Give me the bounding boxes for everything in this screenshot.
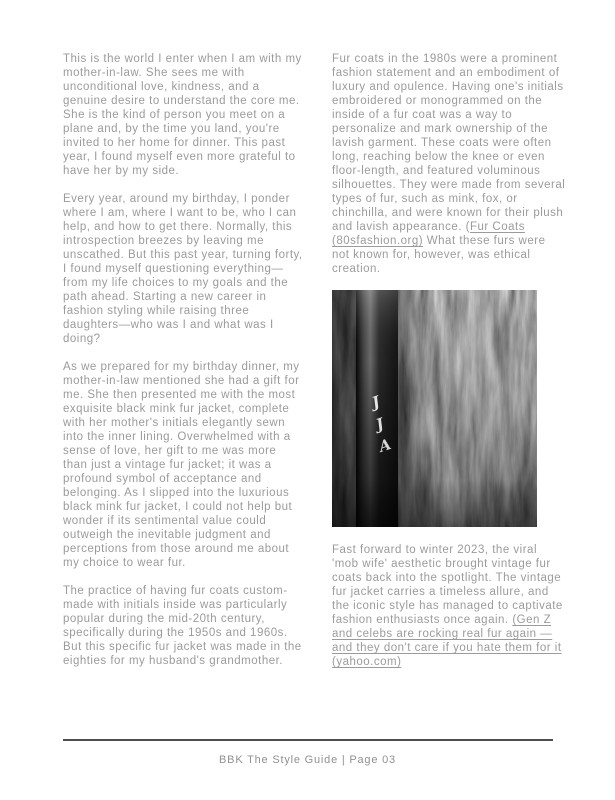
paragraph: As we prepared for my birthday dinner, my mother-in-law mentioned she had a gift for me. She then presented me with the most exquisite black mink fur jacket, complete with her mother's initials elegantly sewn into the inner lining. Overwhelmed with a sense of love, her gift to me was more than just a vintage fur jacket; it was a profound symbol of acceptance and belonging. As I slipped into the luxurious black mink fur jacket, I could not help but wonder if its sentimental value could outweigh the inevitable judgment and perceptions from those around me about my choice to wear fur. (63, 361, 300, 569)
footer-page-label: BBK The Style Guide | Page 03 (219, 754, 396, 766)
photo-bottom-vignette (332, 290, 537, 527)
paragraph-text: What these furs were not known for, however, was ethical creation. (332, 235, 546, 275)
left-column (63, 52, 303, 669)
paragraph-text: Fast forward to winter 2023, the viral 'mob wife' aesthetic brought vintage fur coats back into the spotlight. The vintage fur jacket carries a timeless allure, and the iconic style has managed to captivate fashion enthusiasts once again. (332, 544, 563, 626)
monogram-initial-1: J (369, 392, 383, 412)
fur-jacket-photo (332, 290, 537, 527)
fur-coats-link[interactable]: Fur Coats (80sfashion.org) (332, 221, 525, 247)
paragraph: This is the world I enter when I am with my mother-in-law. She sees me with unconditional love, kindness, and a genuine desire to understand the core me. She is the kind of person you meet on a plane and, by the time you land, you're invited to her home for dinner. This past year, I found myself even more grateful to have her by my side. (63, 53, 302, 177)
paragraph: The practice of having fur coats custom-made with initials inside was particularly popular during the mid-20th century, specifically during the 1950s and 1960s. But this specific fur jacket was made in the eighties for my husband's grandmother. (63, 585, 302, 667)
yahoo-article-link[interactable]: (Gen Z and celebs are rocking real fur again — and they don't care if you hate them for it (yahoo.com) (332, 614, 562, 668)
article-columns (63, 52, 566, 669)
right-column (332, 52, 566, 669)
paragraph (332, 52, 566, 276)
monogram-initial-2: J (373, 414, 387, 434)
footer-divider (63, 739, 553, 741)
paragraph: Every year, around my birthday, I ponder where I am, where I want to be, who I can help, and how to get there. Normally, this introspection breezes by leaving me unscathed. But this past year, turning forty, I found myself questioning everything—from my life choices to my goals and the path ahead. Starting a new career in fashion styling while raising three daughters—who was I and what was I doing? (63, 193, 303, 345)
paragraph-text: Fur coats in the 1980s were a prominent fashion statement and an embodiment of luxury and opulence. Having one's initials embroidered or monogrammed on the inside of a fur coat was a way to personalize and mark ownership of the lavish garment. These coats were often long, reaching below the knee or even floor-length, and featured voluminous silhouettes. They were made from several types of fur, such as mink, fox, or chinchilla, and were known for their plush and lavish appearance. ( (332, 53, 566, 233)
paragraph (332, 543, 566, 669)
monogram-initial-3: A (376, 434, 394, 456)
